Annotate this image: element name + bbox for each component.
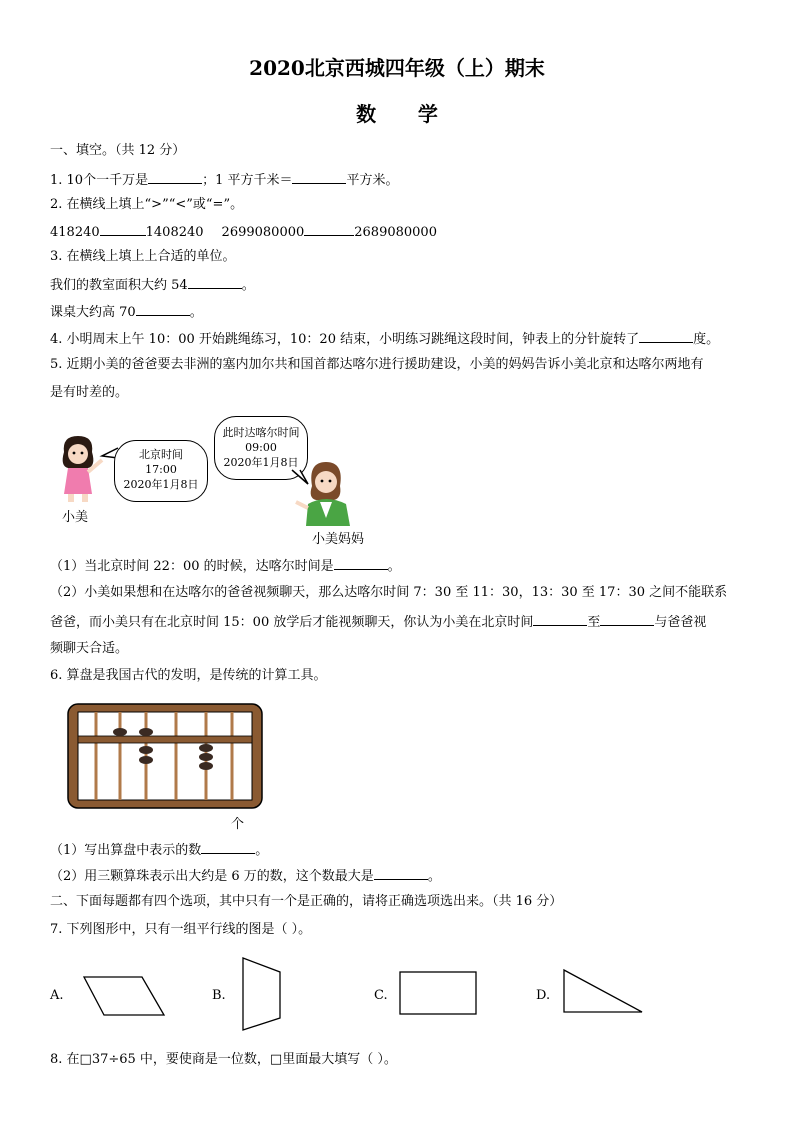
xiaomei-label: 小美: [62, 510, 89, 525]
mom-label: 小美妈妈: [312, 532, 365, 547]
question-6-2: （2）用三颗算珠表示出大约是 6 万的数，这个数最大是 。: [50, 866, 441, 886]
question-5-2-line3: 频聊天合适。: [50, 641, 129, 656]
question-2-items: 418240 1408240 2699080000 2689080000: [50, 222, 437, 242]
section-2-heading: 二、下面每题都有四个选项，其中只有一个是正确的，请将正确选项选出来。（共 16 分）: [50, 894, 563, 909]
question-4: 4. 小明周末上午 10：00 开始跳绳练习，10：20 结束，小明练习跳绳这段时间，钟表上的分针旋转了 度。: [50, 329, 719, 349]
dakar-time-bubble: 此时达喀尔时间 09:00 2020年1月8日: [214, 416, 308, 480]
question-1: 1. 10个一千万是 ；1 平方千米＝ 平方米。: [50, 170, 399, 190]
mom-illustration: [292, 458, 356, 528]
section-1-heading: 一、填空。（共 12 分）: [50, 143, 186, 158]
question-5-line1: 5. 近期小美的爸爸要去非洲的塞内加尔共和国首都达喀尔进行援助建设，小美的妈妈告诉小美北京和达喀尔两地有: [50, 357, 704, 372]
question-8: 8. 在□37÷65 中，要使商是一位数，□里面最大填写（ ）。: [50, 1052, 397, 1067]
question-3: 3. 在横线上填上上合适的单位。: [50, 249, 236, 264]
question-5-2-line2: 爸爸，而小美只有在北京时间 15：00 放学后才能视频聊天，你认为小美在北京时间 至 与爸爸视: [50, 612, 706, 632]
question-5-2-line1: （2）小美如果想和在达喀尔的爸爸视频聊天，那么达喀尔时间 7：30 至 11：30，13：30 至 17：30 之间不能联系: [50, 585, 728, 600]
abacus-ones-label: 个: [231, 817, 245, 832]
option-b-trapezoid: [240, 956, 284, 1034]
question-6: 6. 算盘是我国古代的发明，是传统的计算工具。: [50, 668, 327, 683]
question-6-1: （1）写出算盘中表示的数 。: [50, 840, 268, 860]
beijing-time-bubble: 北京时间 17:00 2020年1月8日: [114, 440, 208, 502]
option-c-label: C.: [374, 988, 388, 1003]
option-d-right-triangle: [560, 968, 646, 1016]
abacus-illustration: [66, 702, 264, 810]
option-a-label: A.: [50, 988, 64, 1003]
option-a-parallelogram: [82, 975, 168, 1019]
question-5-1: （1）当北京时间 22：00 的时候，达喀尔时间是 。: [50, 556, 401, 576]
question-7: 7. 下列图形中，只有一组平行线的图是（ ）。: [50, 922, 312, 937]
option-d-label: D.: [536, 988, 551, 1003]
option-b-label: B.: [212, 988, 226, 1003]
option-c-rectangle: [398, 970, 478, 1016]
question-3b: 课桌大约高 70 。: [50, 302, 203, 322]
page-title: 2020北京西城四年级（上）期末: [249, 56, 545, 80]
question-3a: 我们的教室面积大约 54 。: [50, 275, 255, 295]
question-5-line2: 是有时差的。: [50, 385, 129, 400]
xiaomei-illustration: [54, 432, 114, 504]
question-2: 2. 在横线上填上“>”“<”或“=”。: [50, 197, 244, 212]
subject-title: 数 学: [356, 102, 438, 126]
